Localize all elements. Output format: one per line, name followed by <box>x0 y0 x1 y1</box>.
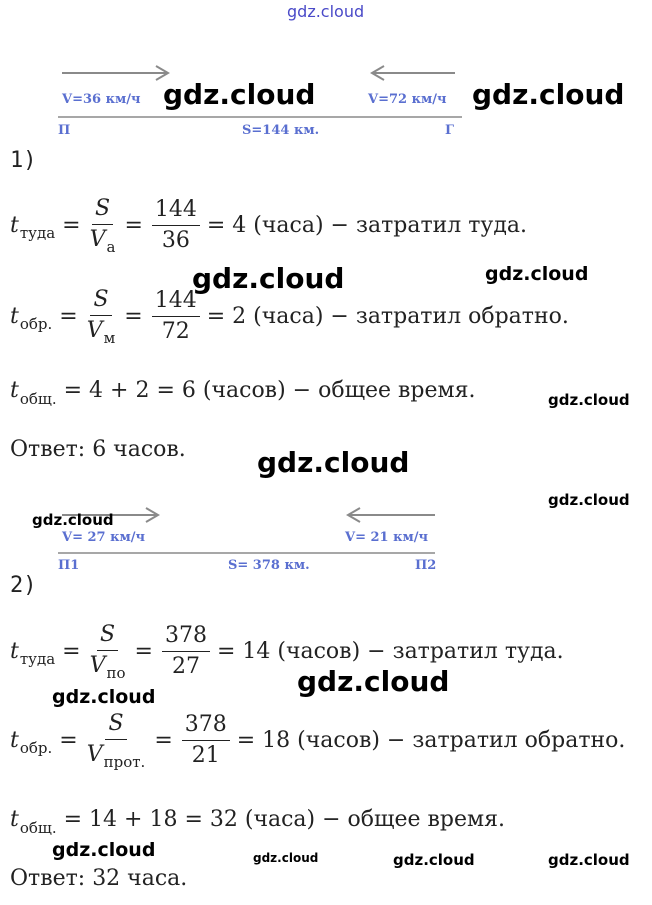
equation-expression: = 14 + 18 = 32 (часа) − общее время. <box>63 807 505 832</box>
fraction-denominator: V <box>89 227 106 252</box>
part-1-equation-back: t обр. = $\frac{S}{V_м}$ = $\frac{144}{72}$ = 2 (часа) − затратил обратно. <box>10 287 569 347</box>
fraction-numerator: S <box>92 196 113 225</box>
fraction-values <box>182 712 230 769</box>
diagram-2-start: П1 <box>58 558 80 573</box>
diagram-2-end: П2 <box>415 558 437 573</box>
watermark: gdz.cloud <box>192 262 345 295</box>
fraction-denominator-sub: м <box>103 329 116 347</box>
part-1-answer: Ответ: 6 часов. <box>10 437 186 462</box>
diagram-2-distance: S= 378 км. <box>228 558 310 573</box>
diagram-2-speed-back: V= 21 км/ч <box>345 530 429 545</box>
diagram-1-speed-back: V=72 км/ч <box>368 92 447 107</box>
t-subscript: общ. <box>19 818 57 837</box>
t-subscript: туда <box>19 650 56 668</box>
watermark: gdz.cloud <box>485 263 589 285</box>
part-2-equation-total <box>10 807 505 837</box>
fraction-denominator-sub: по <box>106 664 126 682</box>
part-2-answer: Ответ: 32 часа. <box>10 866 188 891</box>
t-symbol: t <box>10 727 19 753</box>
fraction-denominator-sub: прот. <box>103 753 146 771</box>
fraction-denominator: V <box>86 742 103 767</box>
part-2-equation-there: t туда = $\frac{S}{V_{по}}$ = $\frac{378}{27}$ = 14 (часов) − затратил туда. <box>10 622 564 682</box>
t-symbol: t <box>10 212 19 238</box>
equation-result: = 2 (часа) − затратил обратно. <box>206 303 569 329</box>
equation-result: = 18 (часов) − затратил обратно. <box>236 727 626 753</box>
watermark: gdz.cloud <box>163 78 316 111</box>
watermark: gdz.cloud <box>548 491 630 509</box>
fraction-value-numerator: 144 <box>152 197 200 226</box>
fraction-numerator: S <box>97 622 118 651</box>
watermark: gdz.cloud <box>32 511 114 529</box>
part-2-number: 2) <box>10 573 37 598</box>
fraction-value-numerator: 378 <box>182 712 230 741</box>
t-symbol: t <box>10 303 19 329</box>
t-subscript: общ. <box>19 389 57 408</box>
watermark: gdz.cloud <box>393 851 475 869</box>
part-1-equation-there: t туда = $\frac{S}{V_a}$ = $\frac{144}{36}$ = 4 (часа) − затратил туда. <box>10 196 528 256</box>
watermark: gdz.cloud <box>52 686 156 708</box>
fraction-formula <box>90 622 126 680</box>
t-symbol: t <box>10 378 19 403</box>
watermark: gdz.cloud <box>297 665 450 698</box>
fraction-value-denominator: 72 <box>161 318 190 344</box>
watermark: gdz.cloud <box>548 851 630 869</box>
t-subscript: обр. <box>19 739 53 757</box>
diagram-1-start: П <box>58 123 71 138</box>
diagram-1-speed-there: V=36 км/ч <box>62 92 141 107</box>
part-1-number: 1) <box>10 148 37 173</box>
watermark: gdz.cloud <box>287 2 365 21</box>
watermark: gdz.cloud <box>52 839 156 861</box>
fraction-denominator: V <box>86 318 103 343</box>
fraction-formula <box>87 711 146 769</box>
part-2-equation-back: t обр. = $\frac{S}{V_{прот.}}$ = $\frac{378}{21}$ = 18 (часов) − затратил обратно. <box>10 711 626 771</box>
equation-result: = 14 (часов) − затратил туда. <box>216 638 564 664</box>
t-symbol: t <box>10 807 19 832</box>
watermark: gdz.cloud <box>548 391 630 409</box>
equation-expression: = 4 + 2 = 6 (часов) − общее время. <box>63 378 476 403</box>
t-symbol: t <box>10 638 19 664</box>
watermark: gdz.cloud <box>253 851 319 865</box>
fraction-value-numerator: 144 <box>152 288 200 317</box>
diagram-2-speed-there: V= 27 км/ч <box>62 530 146 545</box>
fraction-value-denominator: 21 <box>191 742 220 768</box>
fraction-value-numerator: 378 <box>162 623 210 652</box>
fraction-numerator: S <box>105 711 126 740</box>
t-subscript: обр. <box>19 315 53 333</box>
fraction-numerator: S <box>90 287 111 316</box>
fraction-values <box>162 623 210 680</box>
diagram-1-end: Г <box>445 123 454 138</box>
watermark: gdz.cloud <box>257 446 410 479</box>
fraction-denominator-sub: a <box>106 238 116 256</box>
equation-result: = 4 (часа) − затратил туда. <box>206 212 528 238</box>
fraction-value-denominator: 27 <box>171 653 200 679</box>
diagram-1-distance: S=144 км. <box>242 123 320 138</box>
watermark: gdz.cloud <box>472 78 625 111</box>
fraction-value-denominator: 36 <box>161 227 190 253</box>
t-subscript: туда <box>19 224 56 242</box>
fraction-denominator: V <box>89 653 106 678</box>
